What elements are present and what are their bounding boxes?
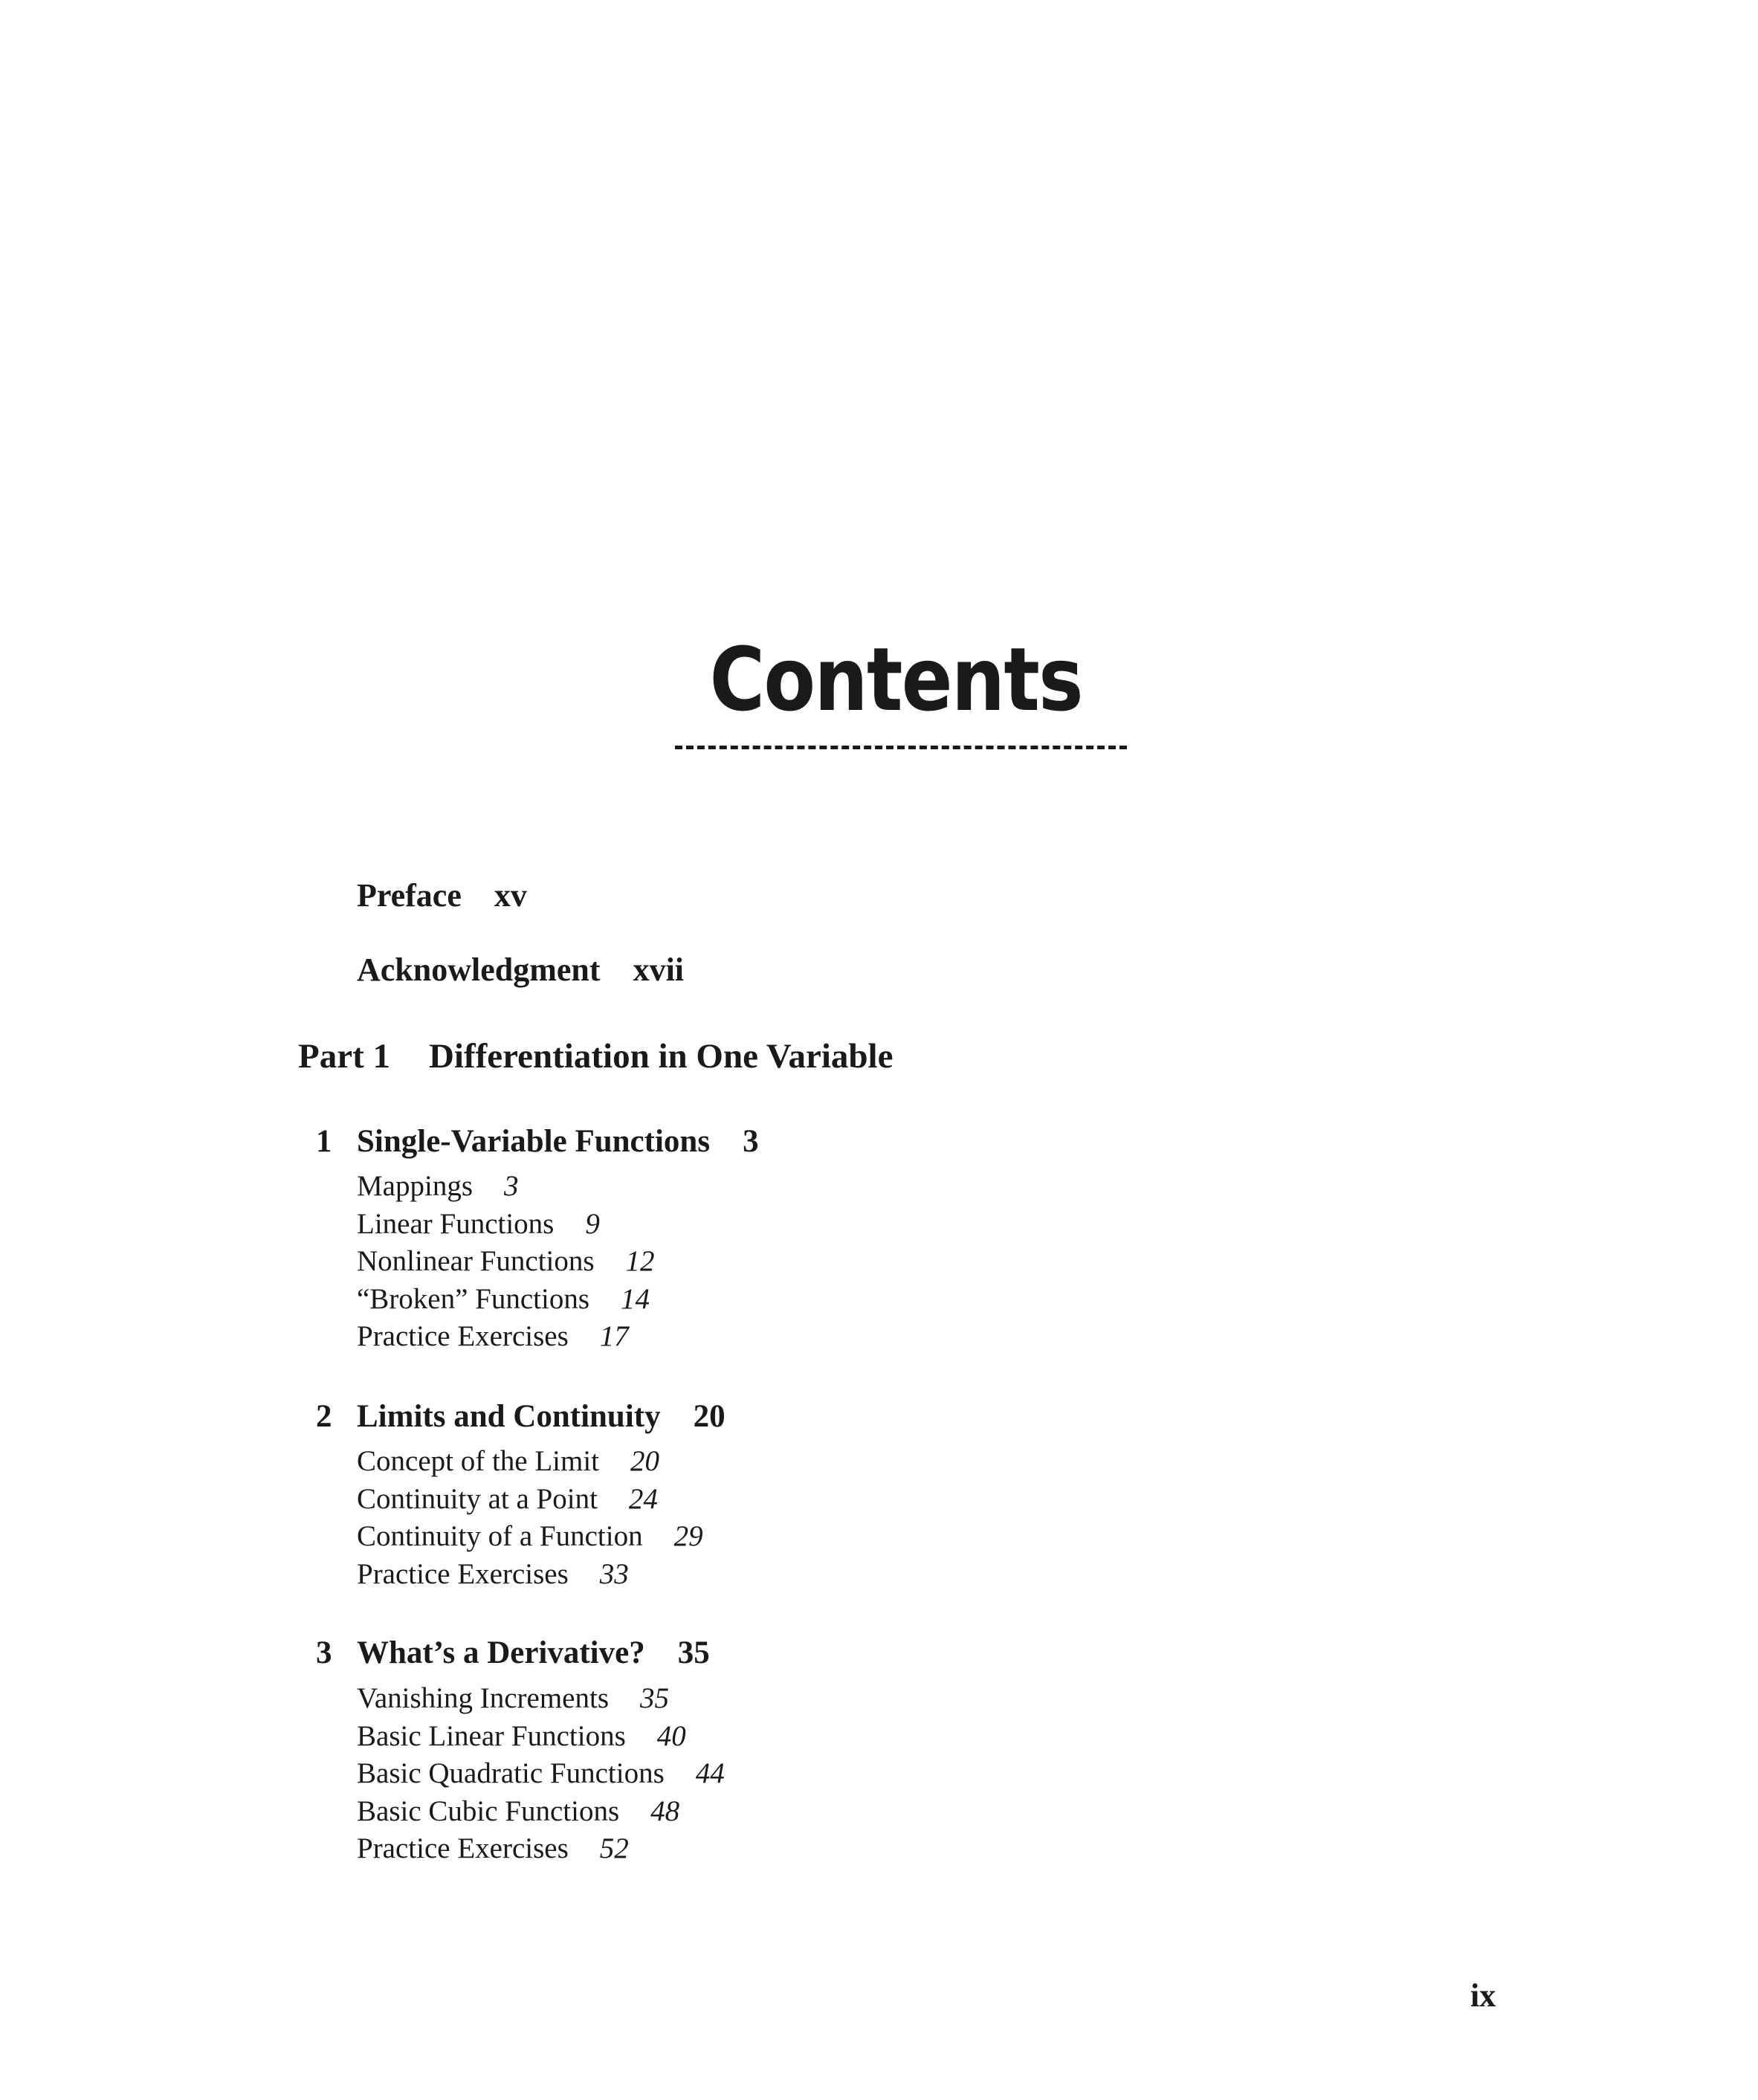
chapter-heading-3[interactable] (316, 1637, 710, 1669)
section-title: Basic Cubic Functions (357, 1794, 620, 1827)
section-title: “Broken” Functions (357, 1282, 590, 1315)
chapter-title: Single-Variable Functions (357, 1124, 711, 1159)
section-title: Practice Exercises (357, 1832, 569, 1864)
section-page: 44 (695, 1757, 725, 1789)
section-title: Continuity at a Point (357, 1482, 598, 1515)
section-page: 17 (599, 1320, 629, 1352)
toc-entry-preface[interactable] (357, 879, 527, 912)
section-page: 14 (621, 1282, 650, 1315)
toc-entry-page: xvii (633, 952, 685, 988)
section-title: Nonlinear Functions (357, 1245, 595, 1277)
chapter-page: 3 (743, 1124, 759, 1159)
section-title: Practice Exercises (357, 1557, 569, 1590)
section-page: 20 (630, 1445, 660, 1477)
toc-section[interactable] (357, 1680, 725, 1718)
chapter-number: 1 (316, 1124, 332, 1159)
section-page: 12 (625, 1245, 655, 1277)
section-title: Continuity of a Function (357, 1520, 643, 1552)
toc-section[interactable] (357, 1793, 725, 1831)
section-page: 24 (628, 1482, 658, 1515)
toc-section[interactable] (357, 1755, 725, 1793)
toc-section[interactable] (357, 1481, 703, 1519)
toc-entry-label: Preface (357, 877, 462, 914)
section-page: 29 (673, 1520, 703, 1552)
section-title: Mappings (357, 1170, 473, 1202)
toc-section[interactable] (357, 1243, 655, 1281)
part-label: Part 1 (298, 1037, 390, 1076)
toc-section[interactable] (357, 1206, 655, 1244)
section-page: 52 (599, 1832, 629, 1864)
section-title: Practice Exercises (357, 1320, 569, 1352)
toc-section[interactable] (357, 1443, 703, 1481)
section-page: 48 (650, 1794, 680, 1827)
chapter-3-sections (357, 1680, 725, 1868)
toc-section[interactable] (357, 1318, 655, 1356)
chapter-1-sections (357, 1168, 655, 1356)
chapter-heading-2[interactable] (316, 1400, 726, 1432)
toc-entry-label: Acknowledgment (357, 952, 601, 988)
page-number: ix (1470, 1977, 1496, 2014)
chapter-heading-1[interactable] (316, 1125, 759, 1157)
chapter-title: What’s a Derivative? (357, 1635, 645, 1670)
chapter-number: 2 (316, 1399, 332, 1434)
section-page: 40 (656, 1719, 686, 1752)
chapter-page: 20 (693, 1399, 726, 1434)
toc-section[interactable] (357, 1718, 725, 1756)
toc-entry-acknowledgment[interactable] (357, 954, 684, 986)
toc-section[interactable] (357, 1168, 655, 1206)
section-title: Linear Functions (357, 1207, 555, 1240)
toc-section[interactable] (357, 1830, 725, 1868)
chapter-number: 3 (316, 1635, 332, 1670)
section-title: Concept of the Limit (357, 1445, 600, 1477)
section-page: 9 (585, 1207, 600, 1240)
page-title-text: Contents (709, 628, 1082, 731)
part-title: Differentiation in One Variable (428, 1037, 893, 1076)
chapter-title: Limits and Continuity (357, 1399, 661, 1434)
section-page: 3 (504, 1170, 519, 1202)
section-page: 33 (599, 1557, 629, 1590)
toc-section[interactable] (357, 1556, 703, 1594)
chapter-2-sections (357, 1443, 703, 1593)
toc-entry-page: xv (494, 877, 527, 914)
section-page: 35 (640, 1682, 670, 1714)
section-title: Basic Linear Functions (357, 1719, 626, 1752)
page-title (126, 628, 1638, 731)
section-title: Vanishing Increments (357, 1682, 610, 1714)
toc-section[interactable] (357, 1281, 655, 1319)
toc-section[interactable] (357, 1518, 703, 1556)
title-dashed-rule (675, 746, 1127, 749)
part-heading (298, 1039, 893, 1074)
chapter-page: 35 (677, 1635, 710, 1670)
section-title: Basic Quadratic Functions (357, 1757, 665, 1789)
